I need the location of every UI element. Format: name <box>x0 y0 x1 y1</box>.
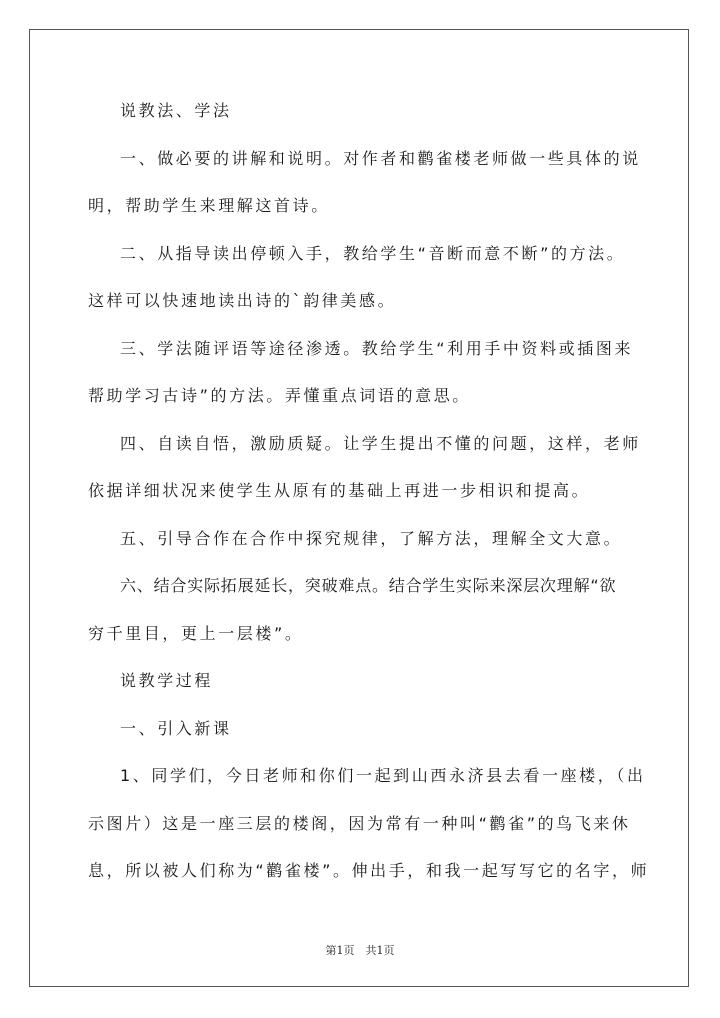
paragraph-line: 四、自读自悟，激励质疑。让学生提出不懂的问题，这样，老师 <box>120 434 641 453</box>
paragraph-line: 息，所以被人们称为“鹳雀楼”。伸出手，和我一起写写它的名字，师 <box>88 861 650 880</box>
paragraph-line: 依据详细状况来使学生从原有的基础上再进一步相识和提高。 <box>88 481 591 500</box>
paragraph-line: 示图片）这是一座三层的楼阁，因为常有一种叫“鹳雀”的鸟飞来休 <box>88 814 631 833</box>
paragraph-line: 五、引导合作在合作中探究规律，了解方法，理解全文大意。 <box>120 529 623 548</box>
section-heading-process: 说教学过程 <box>120 671 214 690</box>
paragraph-line: 三、学法随评语等途径渗透。教给学生“利用手中资料或插图来 <box>120 339 634 358</box>
subsection-heading: 一、引入新课 <box>120 719 232 738</box>
paragraph-line: 1、同学们，今日老师和你们一起到山西永济县去看一座楼，（出 <box>120 766 646 785</box>
page-border <box>29 29 689 987</box>
paragraph-line: 六、结合实际拓展延长，突破难点。结合学生实际来深层次理解“欲 <box>120 576 617 595</box>
section-heading-methods: 说教法、学法 <box>120 101 232 120</box>
paragraph-line: 帮助学习古诗”的方法。弄懂重点词语的意思。 <box>88 386 471 405</box>
paragraph-line: 一、做必要的讲解和说明。对作者和鹳雀楼老师做一些具体的说 <box>120 149 641 168</box>
paragraph-line: 穷千里目，更上一层楼”。 <box>88 624 304 643</box>
paragraph-line: 这样可以快速地读出诗的`韵律美感。 <box>88 291 397 310</box>
paragraph-line: 二、从指导读出停顿入手，教给学生“音断而意不断”的方法。 <box>120 244 626 263</box>
paragraph-line: 明，帮助学生来理解这首诗。 <box>88 196 330 215</box>
page-footer: 第1页 共1页 <box>325 944 395 957</box>
